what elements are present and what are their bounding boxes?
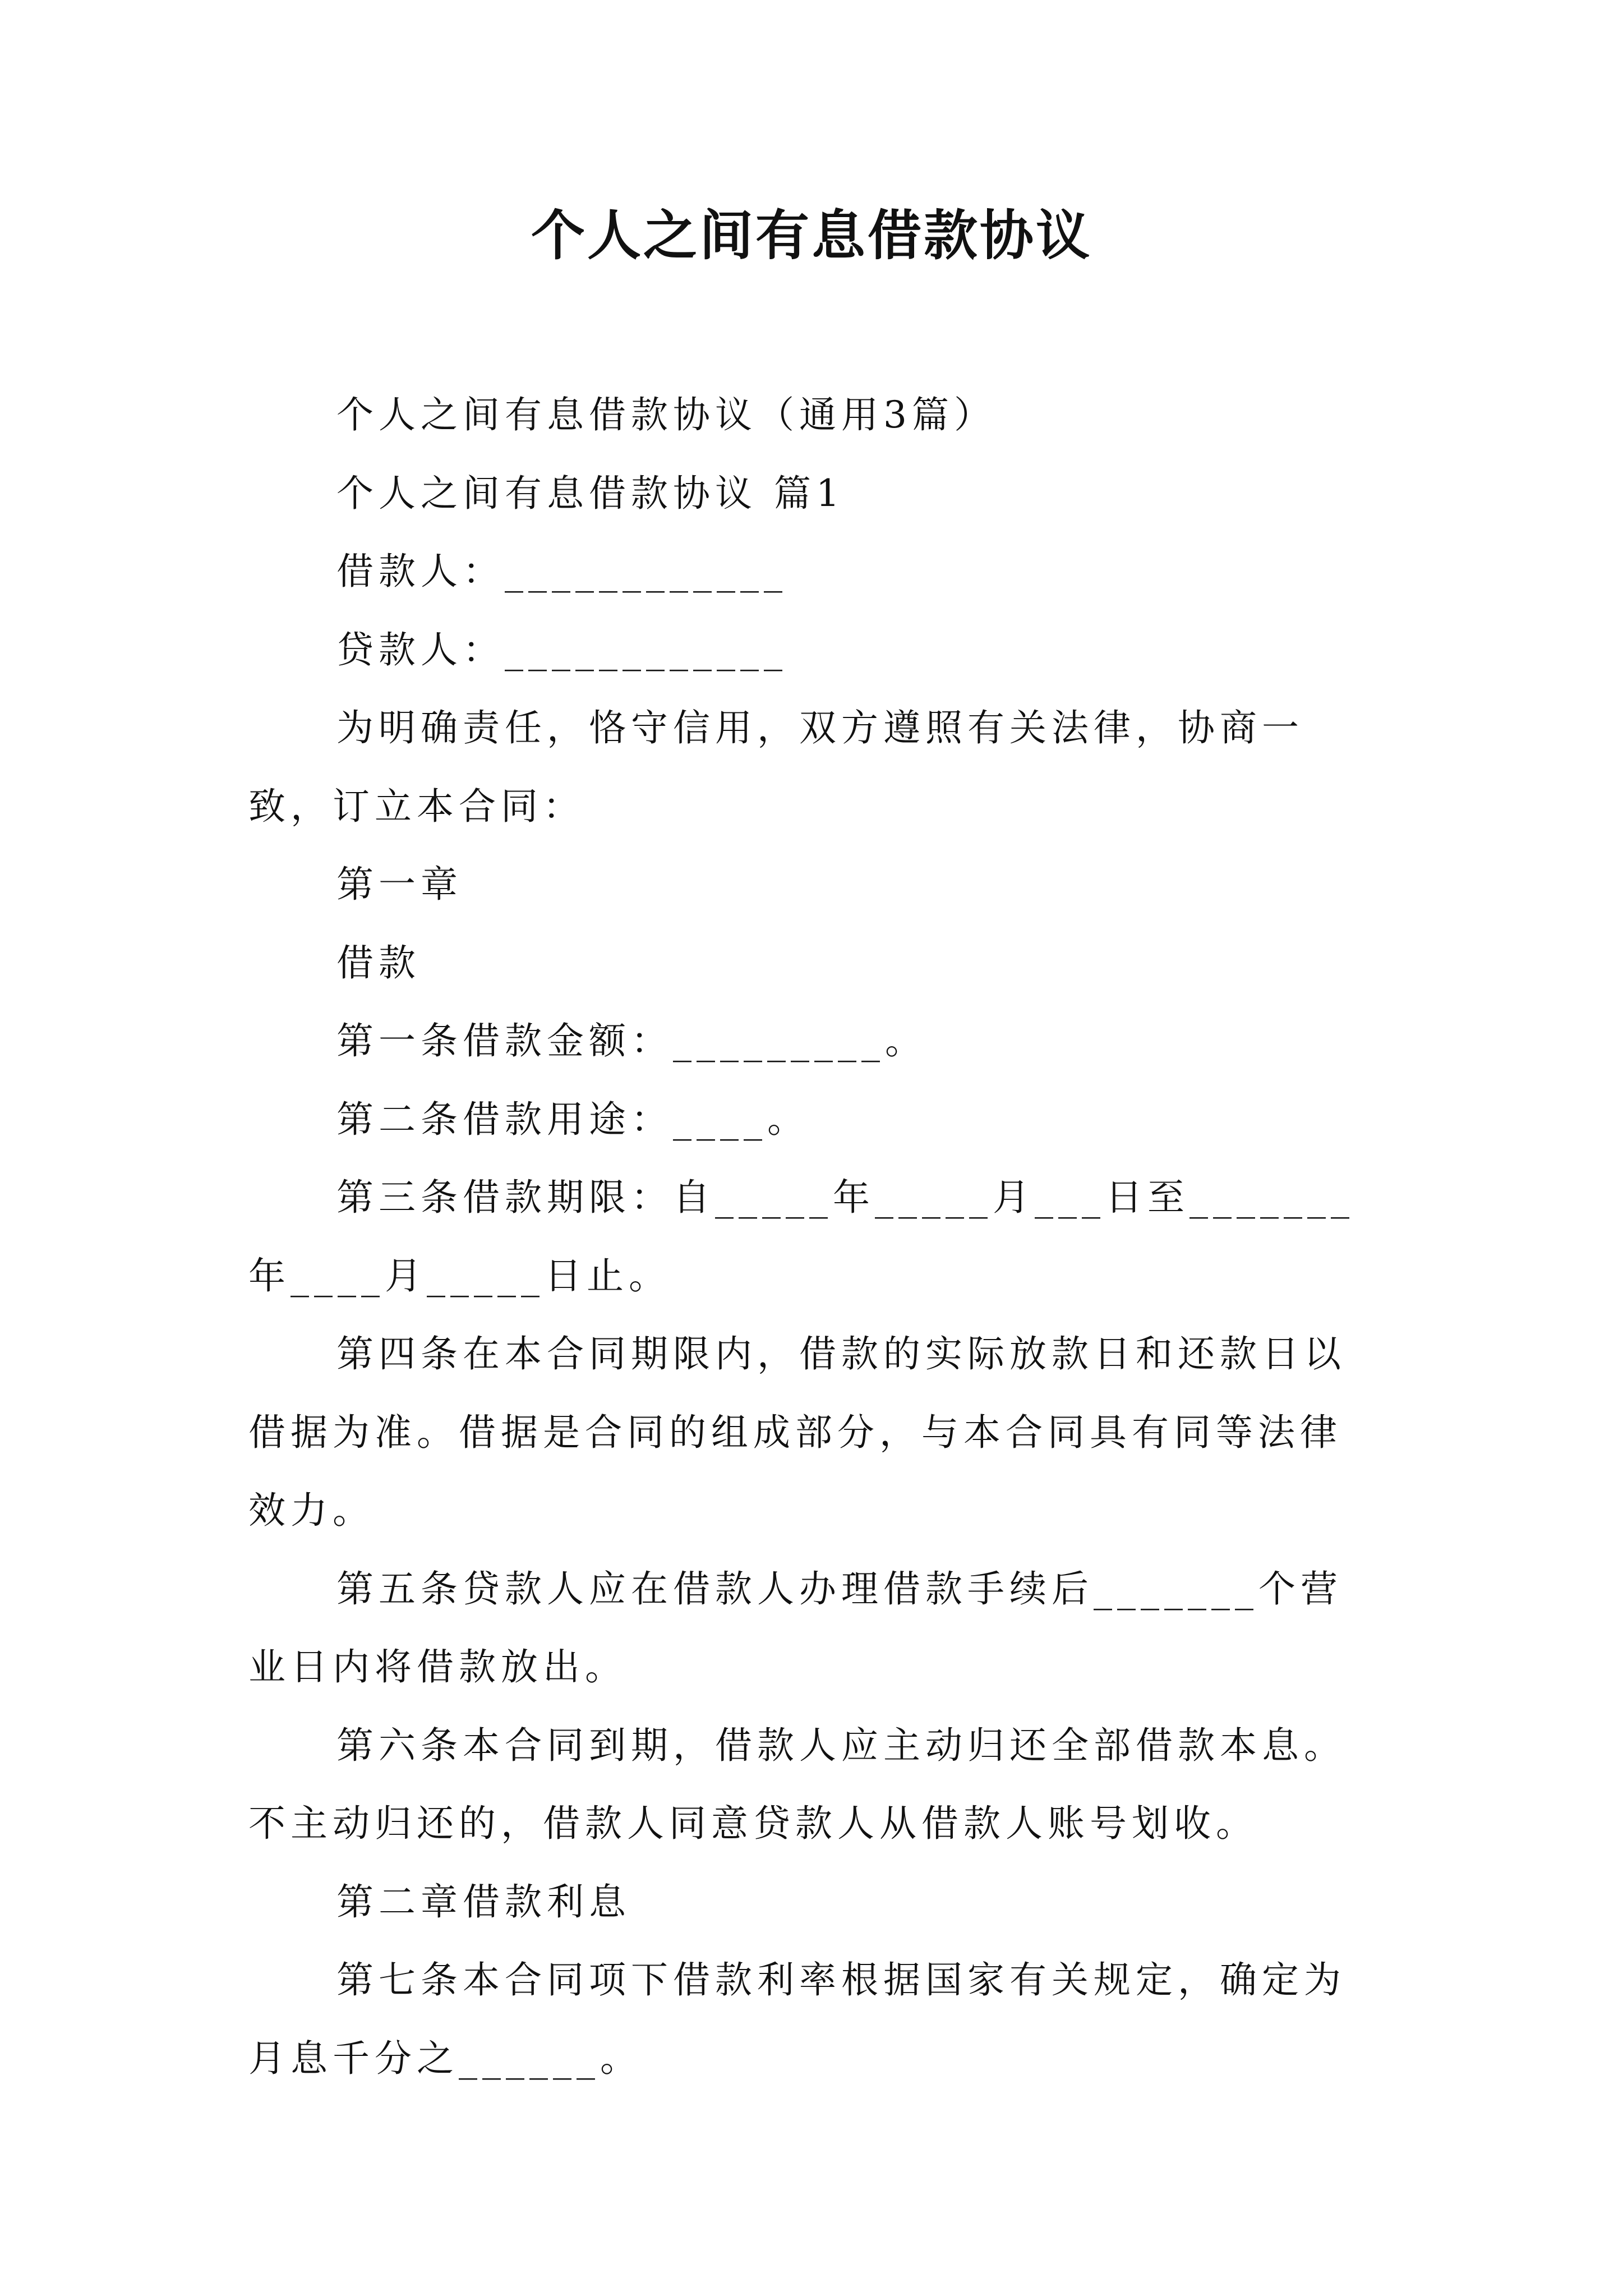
- paragraph-preamble: 为明确责任，恪守信用，双方遵照有关法律，协商一致，订立本合同：: [248, 706, 1304, 828]
- paragraph-article-7: 第七条本合同项下借款利率根据国家有关规定，确定为月息千分之______。: [248, 1958, 1346, 2080]
- paragraph-borrower: 借款人：____________: [336, 550, 787, 593]
- document-title: 个人之间有息借款协议: [531, 204, 1092, 267]
- paragraph-section-heading: 个人之间有息借款协议 篇1: [336, 471, 845, 515]
- paragraph-article-1: 第一条借款金额：_________。: [336, 1019, 927, 1062]
- paragraph-article-4: 第四条在本合同期限内，借款的实际放款日和还款日以借据为准。借据是合同的组成部分，与本合同具有同等法律效力。: [248, 1332, 1346, 1532]
- paragraph-chapter-one-title: 借款: [336, 941, 421, 984]
- document-body: [248, 376, 1378, 2097]
- paragraph-article-5: 第五条贷款人应在借款人办理借款手续后_______个营业日内将借款放出。: [248, 1567, 1343, 1688]
- paragraph-article-6: 第六条本合同到期，借款人应主动归还全部借款本息。不主动归还的，借款人同意贷款人从借款人账号划收。: [248, 1723, 1346, 1845]
- paragraph-lender: 贷款人：____________: [336, 628, 787, 671]
- paragraph-subtitle: 个人之间有息借款协议（通用3篇）: [336, 393, 996, 436]
- paragraph-chapter-two: 第二章借款利息: [336, 1880, 631, 1924]
- paragraph-article-3: 第三条借款期限：自_____年_____月___日至_______年____月_____日止。: [248, 1176, 1354, 1297]
- paragraph-chapter-one: 第一章: [336, 863, 463, 906]
- paragraph-article-2: 第二条借款用途：____。: [336, 1097, 809, 1141]
